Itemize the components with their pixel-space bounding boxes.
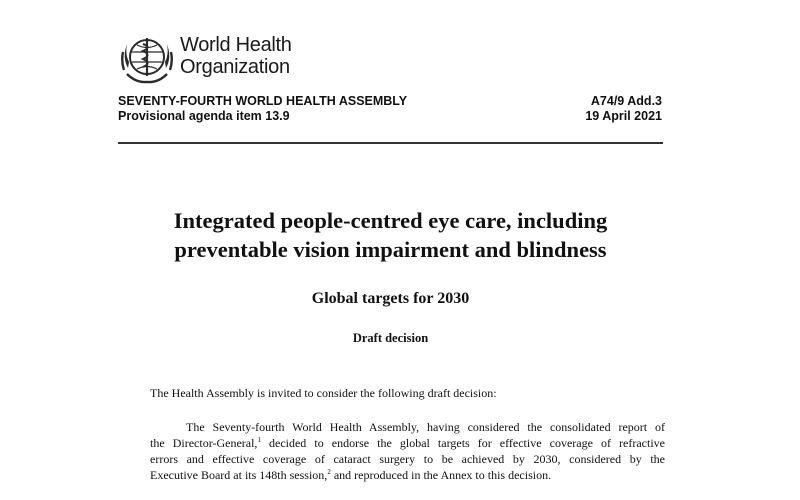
organization-name (180, 34, 292, 78)
decision-label: Draft decision (352, 331, 429, 345)
header-divider (118, 142, 663, 144)
document-title-line2: preventable vision impairment and blindness (174, 237, 607, 262)
who-emblem-icon (118, 28, 176, 86)
decision-line-1: The Seventy-fourth World Health Assembly, having considered the consolidated report of (186, 420, 665, 434)
intro-paragraph: The Health Assembly is invited to consider the following draft decision: (150, 386, 497, 400)
document-date: 19 April 2021 (585, 109, 662, 123)
document-subtitle: Global targets for 2030 (311, 290, 470, 307)
decision-line-4 (150, 467, 665, 483)
organization-name-line1: World Health (180, 34, 292, 56)
decision-line-2 (150, 435, 665, 451)
assembly-name: SEVENTY-FOURTH WORLD HEALTH ASSEMBLY (118, 94, 408, 108)
document-number: A74/9 Add.3 (590, 94, 662, 108)
decision-line-2-end: decided to endorse the global targets for effective coverage of refractive (260, 436, 665, 450)
document-title (118, 206, 663, 264)
decision-line-4-end: and reproduced in the Annex to this decision. (330, 468, 552, 482)
footnote-ref-2[interactable]: 2 (327, 468, 331, 476)
document-meta (585, 94, 662, 124)
footnote-ref-1[interactable]: 1 (257, 436, 261, 444)
document-title-line1: Integrated people-centred eye care, including (173, 208, 608, 233)
decision-line-3: errors and effective coverage of cataract surgery to be achieved by 2030, considered by the (150, 452, 665, 466)
agenda-item: Provisional agenda item 13.9 (118, 109, 290, 123)
organization-name-line2: Organization (180, 56, 290, 78)
assembly-info (118, 94, 407, 124)
decision-line-4-start: Executive Board at its 148th session, (150, 468, 328, 482)
decision-paragraph (150, 419, 665, 483)
decision-line-2-start: the Director-General, (150, 436, 258, 450)
